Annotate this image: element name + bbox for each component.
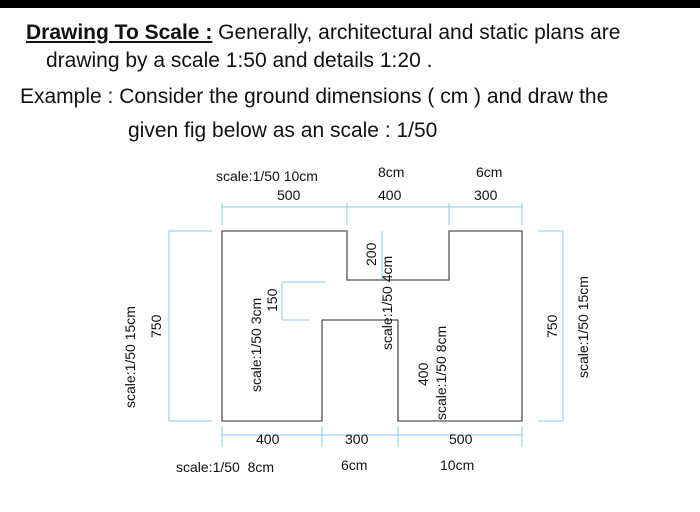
- bottom-mid-dimension: 300: [345, 431, 369, 447]
- heading-rest: Generally, architectural and static plans are: [212, 21, 621, 44]
- right-dimension: 750: [544, 314, 560, 338]
- right-scale-label: scale:1/50 15cm: [575, 276, 591, 378]
- bottom-right-cm-label: 10cm: [440, 457, 475, 473]
- inner-left-scale-label: scale:1/50 3cm: [248, 297, 264, 392]
- inner-left-dimension: 150: [264, 288, 280, 312]
- bottom-left-scale-label: scale:1/50 8cm: [176, 459, 275, 475]
- bottom-mid-cm-label: 6cm: [341, 457, 368, 473]
- dimension-lines: [169, 203, 563, 447]
- bottom-right-dimension: 500: [449, 431, 473, 447]
- header-line-3: Example : Consider the ground dimensions ( cm ) and draw the: [20, 85, 609, 108]
- header-line-2: drawing by a scale 1:50 and details 1:20 .: [46, 49, 433, 72]
- center-dimension: 200: [363, 242, 379, 266]
- top-left-dimension: 500: [277, 187, 301, 203]
- header-line-4: given fig below as an scale : 1/50: [128, 119, 438, 142]
- left-dimension: 750: [148, 314, 164, 338]
- top-left-scale-label: scale:1/50 10cm: [216, 168, 318, 184]
- center-scale-label: scale:1/50 4cm: [379, 255, 395, 350]
- heading-title: Drawing To Scale :: [26, 21, 213, 44]
- inner-right-scale-label: scale:1/50 8cm: [433, 325, 449, 420]
- top-mid-dimension: 400: [378, 187, 402, 203]
- top-right-cm-label: 6cm: [476, 164, 503, 180]
- top-right-dimension: 300: [474, 187, 498, 203]
- left-scale-label: scale:1/50 15cm: [122, 306, 138, 408]
- inner-right-dimension: 400: [415, 362, 431, 386]
- bottom-left-dimension: 400: [256, 431, 280, 447]
- top-mid-cm-label: 8cm: [378, 164, 405, 180]
